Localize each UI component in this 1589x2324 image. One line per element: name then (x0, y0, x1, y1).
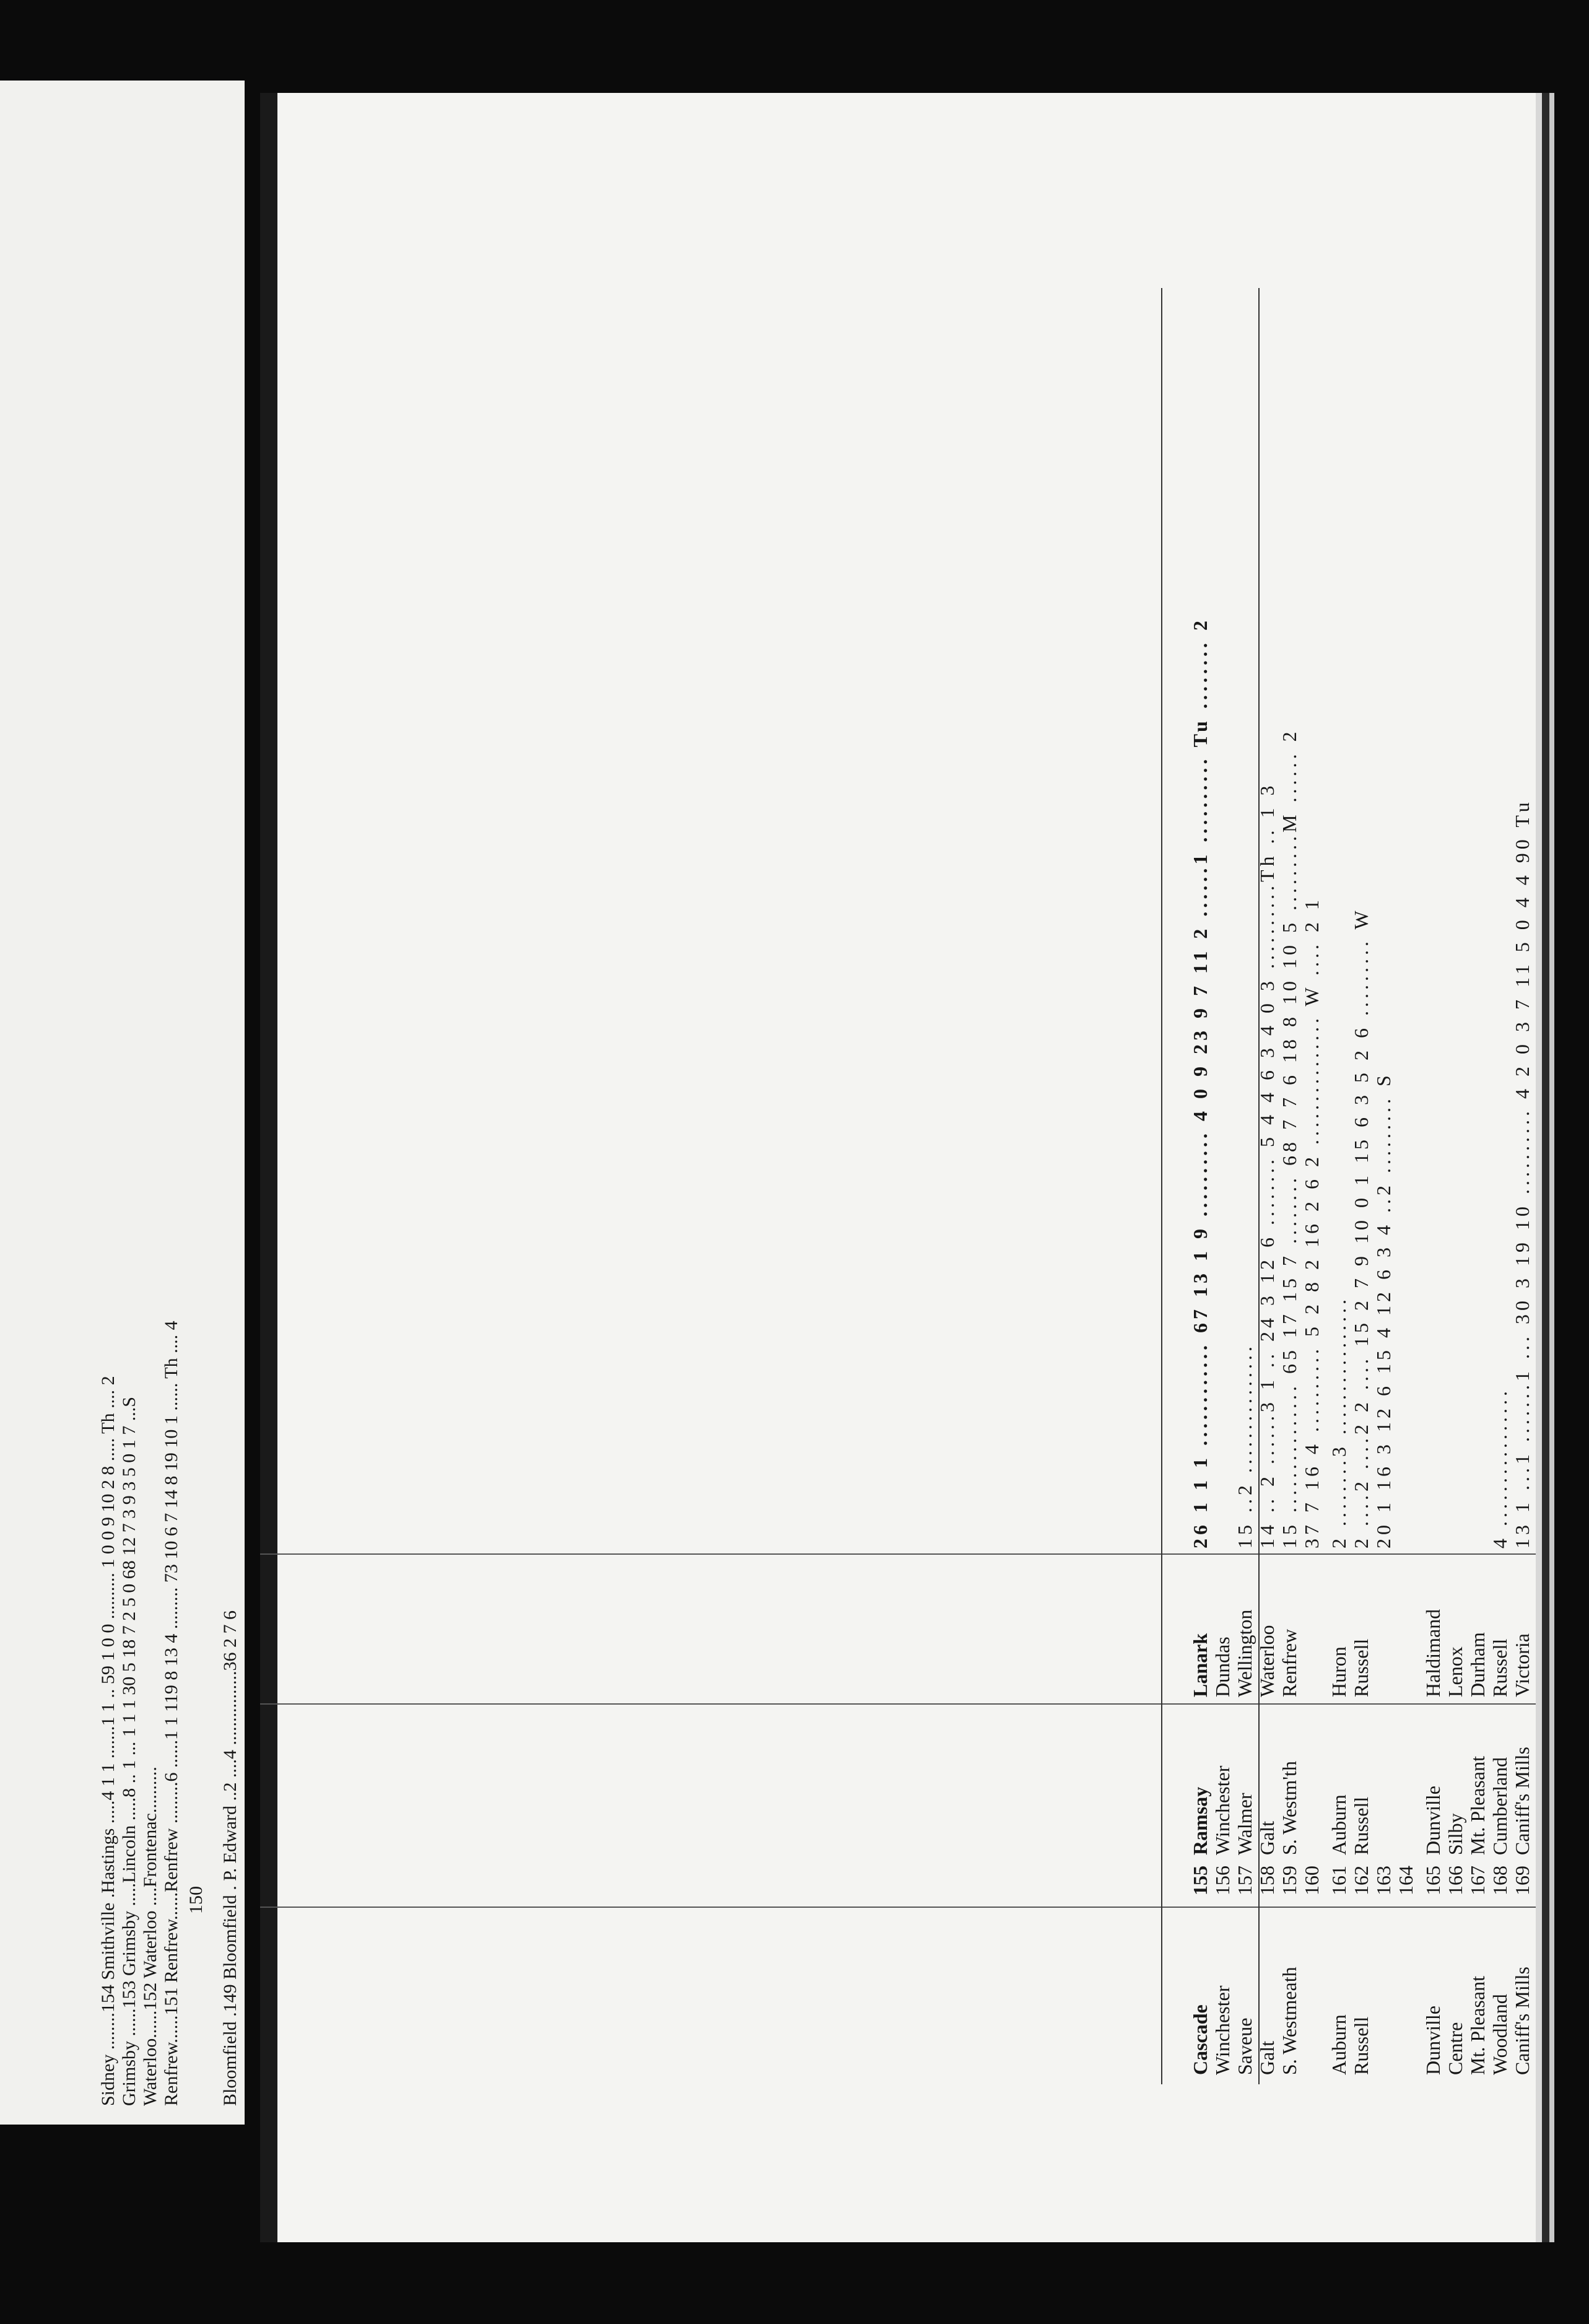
facing-row: Renfrew......151 Renfrew......Renfrew .........6 ......1 1 119 8 13 4 ......... 73 10 6 7 14 8 19 10 1 ...... Th .... 4 (161, 1321, 181, 2106)
town: Winchester (1211, 1765, 1234, 1855)
table-row (1372, 93, 1395, 2242)
facing-page (0, 81, 245, 2125)
county: Dundas (1211, 1636, 1234, 1697)
facing-row: Bloomfield .149 Bloomfield . P. Edward ..2 ....4 ................36 2 7 6 (220, 1610, 240, 2106)
table-row (1466, 93, 1489, 2242)
lodge-number: 168 (1489, 1866, 1511, 1895)
lodge-name: Woodland (1489, 1994, 1511, 2075)
county: Victoria (1511, 1633, 1533, 1697)
county: Haldimand (1422, 1609, 1444, 1697)
row-stats: 37 7 16 4 .......... 5 2 8 2 16 2 6 2 ............... W .... 2 1 (1300, 896, 1323, 1549)
facing-row: Grimsby ......153 Grimsby .....Lincoln .....8 .. 1 ... 1 1 1 30 5 18 7 2 5 0 68 12 7 3 9 3 5 0 1 7 ...S (119, 1397, 139, 2106)
lodge-name: Cascade (1189, 2004, 1211, 2075)
county: Russell (1350, 1638, 1372, 1697)
table-row (1395, 93, 1417, 2242)
county: Durham (1466, 1632, 1489, 1697)
county: Lanark (1189, 1633, 1211, 1697)
facing-row: Waterloo......152 Waterloo ....Frontenac.......... (140, 1767, 160, 2106)
lodge-name: Mt. Pleasant (1466, 1976, 1489, 2075)
facing-row: Sidney ........154 Smithville .Hastings .....4 1 1 .......1 1 .. 59 1 0 0 .......... 1 0 0 9 10 2 8 ..... Th .... 2 (98, 1376, 118, 2106)
town: Caniff's Mills (1511, 1747, 1533, 1855)
town: Walmer (1234, 1793, 1256, 1855)
lodge-number: 156 (1211, 1866, 1234, 1895)
row-stats: 13 1 ...1 .......1 ... 30 3 19 10 .......... 4 2 0 3 7 11 5 0 4 4 90 Tu (1511, 798, 1533, 1549)
table-row (1511, 93, 1533, 2242)
table-row (1350, 93, 1372, 2242)
lodge-number: 160 (1300, 1866, 1323, 1895)
lodge-name: Saveue (1234, 2017, 1256, 2075)
town: Auburn (1328, 1794, 1350, 1855)
table-row (1444, 93, 1466, 2242)
town: Russell (1350, 1796, 1372, 1855)
row-stats: 2 ........3 ................ (1328, 1296, 1350, 1549)
lodge-number: 165 (1422, 1866, 1444, 1895)
ledger-table (260, 93, 1536, 2242)
table-row (1422, 93, 1444, 2242)
county: Renfrew (1278, 1628, 1300, 1697)
table-row (1489, 93, 1511, 2242)
lodge-number: 169 (1511, 1866, 1533, 1895)
lodge-number: 155 (1189, 1866, 1211, 1895)
table-row (1189, 93, 1211, 2242)
lodge-number: 157 (1234, 1866, 1256, 1895)
lodge-name: Russell (1350, 2016, 1372, 2075)
lodge-name: Dunville (1422, 2006, 1444, 2075)
town: Mt. Pleasant (1466, 1756, 1489, 1855)
row-stats: 20 1 16 3 12 6 15 4 12 6 3 4 ..2 ......... S (1372, 1072, 1395, 1549)
town: Dunville (1422, 1786, 1444, 1855)
section-separator (1161, 288, 1162, 2084)
lodge-number: 161 (1328, 1866, 1350, 1895)
lodge-number: 166 (1444, 1866, 1466, 1895)
lodge-name: Centre (1444, 2022, 1466, 2075)
table-row (1211, 93, 1234, 2242)
lodge-number: 164 (1395, 1866, 1417, 1895)
row-stats: 15 ............... 65 17 15 7 ........ 68 7 7 6 18 8 10 10 5 .........M ...... 2 (1278, 728, 1300, 1549)
town: Cumberland (1489, 1757, 1511, 1855)
row-stats: 4 ................ (1489, 1387, 1511, 1549)
county: Huron (1328, 1646, 1350, 1697)
table-row (1234, 93, 1256, 2242)
lodge-name: Auburn (1328, 2014, 1350, 2075)
table-row (1256, 93, 1278, 2242)
row-stats: 15 ..2 ............... (1234, 1343, 1256, 1549)
row-stats: 2 ....2 ....2 2 .... 15 2 7 9 10 0 1 15 6 3 5 2 6 ......... W (1350, 907, 1372, 1549)
facing-row: 150 (186, 1886, 206, 1914)
table-row (1328, 93, 1350, 2242)
lodge-name: S. Westmeath (1278, 1967, 1300, 2075)
county: Russell (1489, 1638, 1511, 1697)
ledger-page (260, 93, 1536, 2242)
lodge-name: Galt (1256, 2040, 1278, 2075)
lodge-number: 159 (1278, 1866, 1300, 1895)
county: Waterloo (1256, 1625, 1278, 1697)
row-stats: 26 1 1 1 ............ 67 13 1 9 .......... 4 0 9 23 9 7 11 2 ......1 .......... Tu ........ 2 (1189, 617, 1211, 1549)
lodge-number: 163 (1372, 1866, 1395, 1895)
town: Ramsay (1189, 1786, 1211, 1855)
lodge-number: 167 (1466, 1866, 1489, 1895)
town: Silby (1444, 1813, 1466, 1855)
table-row (1300, 93, 1323, 2242)
county: Wellington (1234, 1609, 1256, 1697)
facing-page-content (0, 81, 245, 2125)
county: Lenox (1444, 1646, 1466, 1697)
lodge-number: 158 (1256, 1866, 1278, 1895)
row-stats: 14 .. 2 ......3 1 .. 24 3 12 6 ........ 5 4 4 6 3 4 0 3 ..........Th .. 1 3 (1256, 782, 1278, 1549)
town: Galt (1256, 1820, 1278, 1855)
table-row (1278, 93, 1300, 2242)
lodge-name: Caniff's Mills (1511, 1967, 1533, 2075)
lodge-number: 162 (1350, 1866, 1372, 1895)
town: S. Westm'th (1278, 1761, 1300, 1855)
lodge-name: Winchester (1211, 1985, 1234, 2075)
